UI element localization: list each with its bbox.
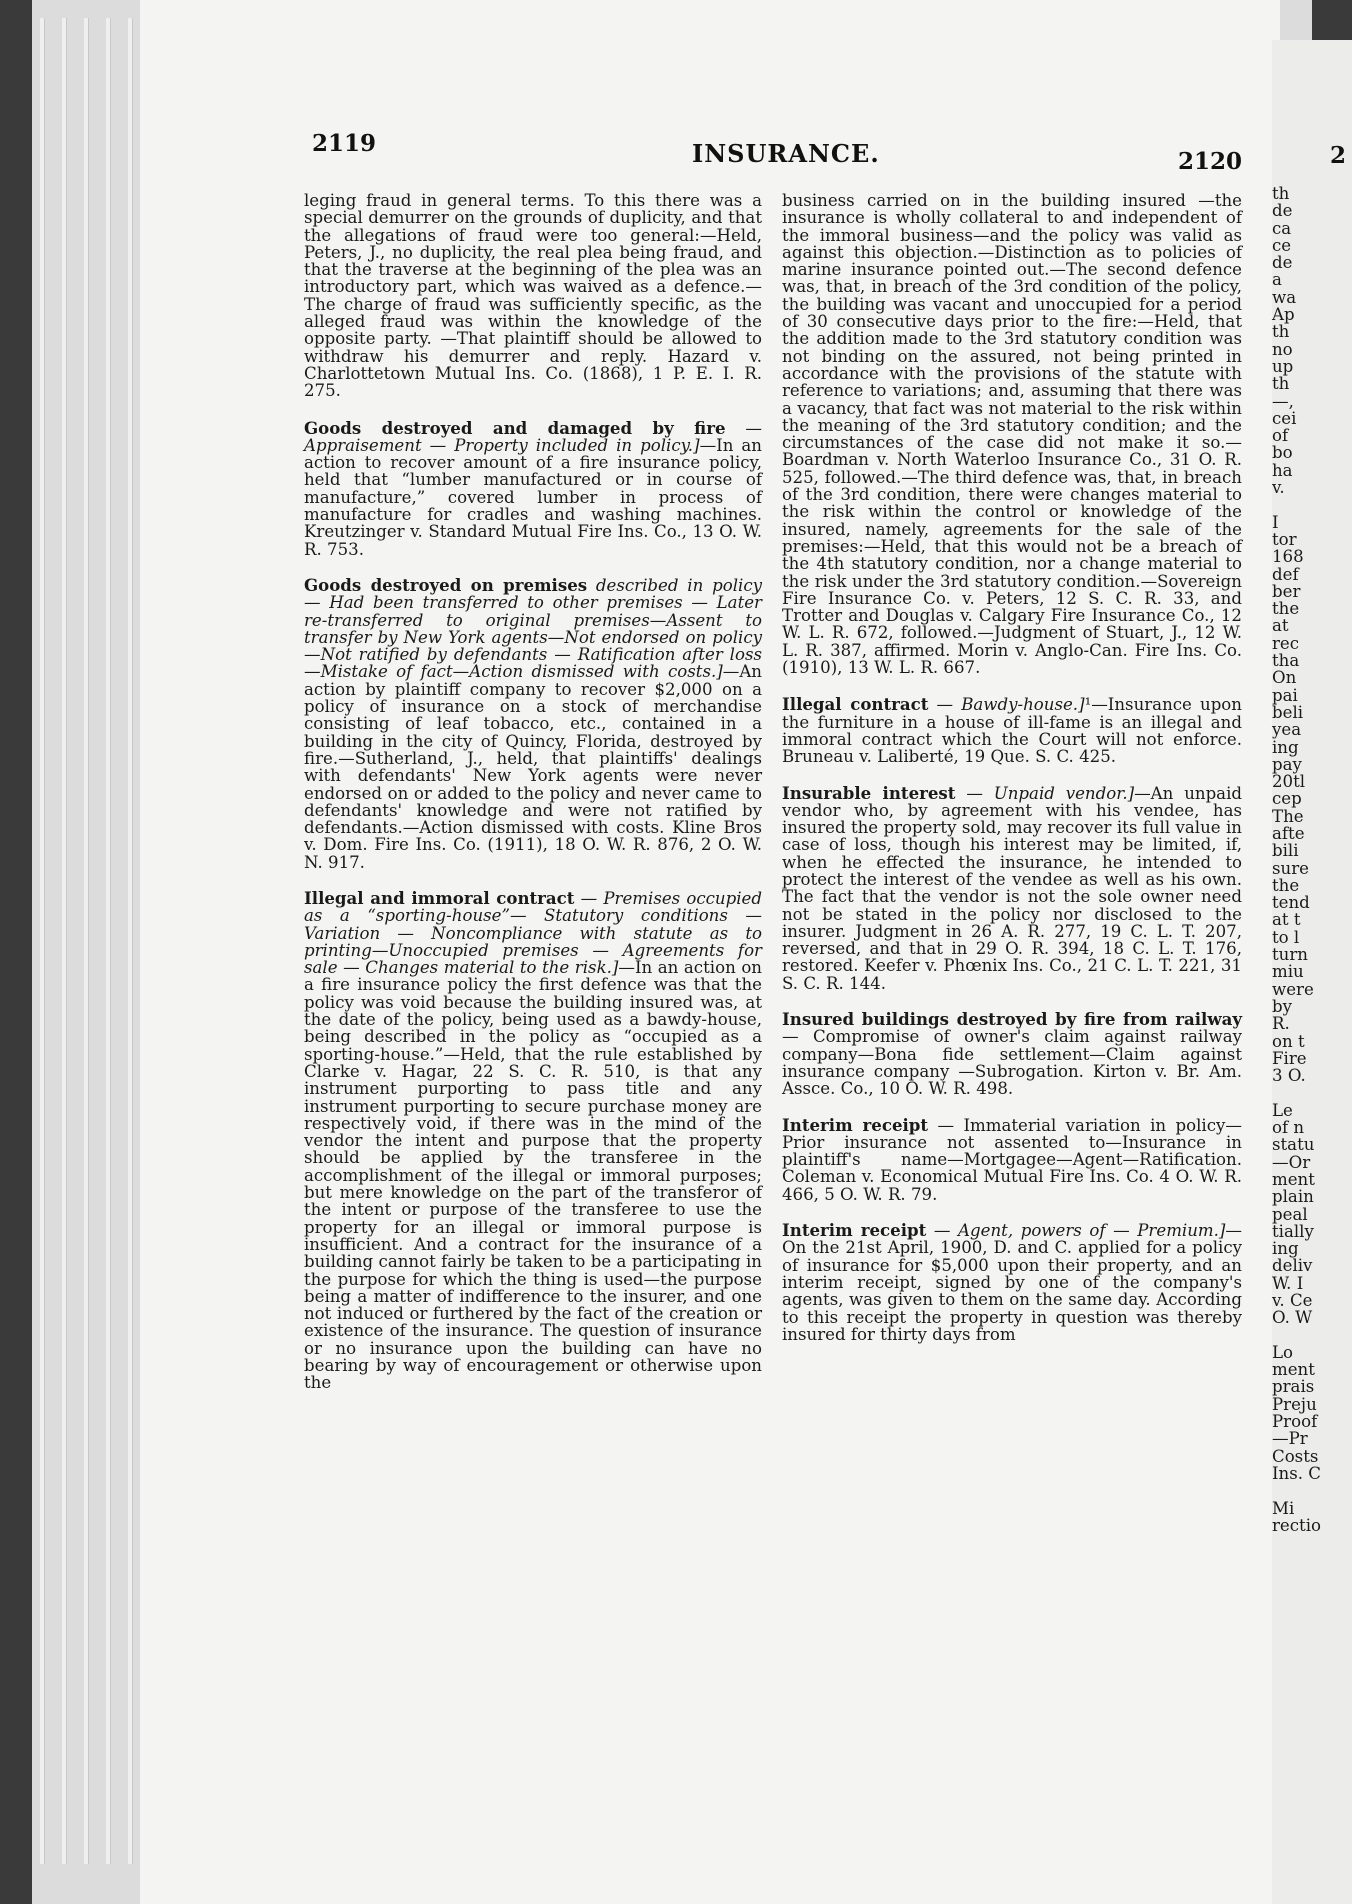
entry: Interim receipt — Immaterial variation in policy—Prior insurance not assented to—Insurance in plaintiff's name—Mortgagee—Agent—Ratification. Coleman v. Economical Mutual Fire Ins. Co. 4 O. W. R. 466, 5 O. W. R. 79.: [782, 1114, 1242, 1204]
right-page-number: 2120: [1177, 148, 1242, 175]
fragment-line: Ins. C: [1272, 1463, 1322, 1483]
fragment-line: of: [1272, 426, 1289, 446]
fragment-line: bili: [1272, 841, 1299, 861]
page-edge: [62, 18, 67, 1864]
entry: leging fraud in general terms. To this there was a special demurrer on the grounds of duplicity, and that the allegations of fraud were too general:—Held, Peters, J., no duplicity, the real plea being fraud, and that the traverse at the beginning of the plea was an introductory part, which was waived as a defence.—The charge of fraud was sufficiently specific, as the alleged fraud was within the knowledge of the opposite party. —That plaintiff should be allowed to withdraw his demurrer and reply. Hazard v. Charlottetown Mutual Ins. Co. (1868), 1 P. E. I. R. 275.: [304, 191, 762, 401]
entry-subheading: — Unpaid vendor.]: [966, 783, 1135, 803]
fragment-line: cep: [1272, 789, 1302, 809]
fragment-line: W. I: [1272, 1273, 1304, 1293]
fragment-line: O. W: [1272, 1308, 1313, 1328]
entry-heading: Insured buildings destroyed by fire from railway: [782, 1009, 1242, 1030]
fragment-line: On: [1272, 668, 1297, 688]
middle-column: [782, 192, 1242, 1362]
fragment-line: Ap: [1272, 305, 1295, 325]
fragment-line: tha: [1272, 651, 1300, 671]
fragment-line: [1272, 496, 1352, 513]
fragment-line: bo: [1272, 443, 1293, 463]
fragment-line: beli: [1272, 702, 1304, 722]
entry: Insured buildings destroyed by fire from railway — Compromise of owner's claim against railway company—Bona fide settlement—Claim against insurance company —Subrogation. Kirton v. Br. Am. Assce. Co., 10 O. W. R. 498.: [782, 1009, 1242, 1099]
fragment-line: de: [1272, 201, 1293, 221]
fragment-line: pai: [1272, 685, 1298, 705]
next-page-column-fragment: [1272, 185, 1352, 1534]
fragment-line: the: [1272, 599, 1300, 619]
fragment-line: at: [1272, 616, 1289, 636]
fragment-line: were: [1272, 979, 1314, 999]
fragment-line: statu: [1272, 1135, 1315, 1155]
fragment-line: peal: [1272, 1204, 1308, 1224]
entry-subheading: — Bawdy-house.]: [936, 695, 1085, 715]
fragment-line: plain: [1272, 1187, 1314, 1207]
fragment-line: rectio: [1272, 1515, 1322, 1535]
entry-subheading: described in policy — Had been transferred to other premises — Later re-transferred to original premises—Assent to transfer by New York agents—Not endorsed on policy —Not ratified by defendants — Ratification after loss—Mistake of fact—Action dismissed with costs.]: [304, 575, 762, 682]
entry-subheading: — Agent, powers of — Premium.]: [933, 1221, 1226, 1241]
fragment-line: —Pr: [1272, 1429, 1308, 1449]
fragment-line: —,: [1272, 391, 1294, 411]
fragment-line: ber: [1272, 581, 1301, 601]
entry: Insurable interest — Unpaid vendor.]—An unpaid vendor who, by agreement with his vendee, has insured the property sold, may recover its full value in case of loss, though his interest may be limited, if, when he effected the insurance, he intended to protect the interest of the vendee as well as his own. The fact that the vendor is not the sole owner need not be stated in the policy nor disclosed to the insurer. Judgment in 26 A. R. 277, 19 C. L. T. 207, reversed, and that in 29 O. R. 394, 18 C. L. T. 176, restored. Keefer v. Phœnix Ins. Co., 21 C. L. T. 221, 31 S. C. R. 144.: [782, 782, 1243, 993]
fragment-line: de: [1272, 253, 1293, 273]
fragment-line: by: [1272, 996, 1292, 1016]
entry-heading: Interim receipt: [782, 1114, 929, 1135]
fragment-line: at t: [1272, 910, 1301, 930]
fragment-line: —Or: [1272, 1152, 1311, 1172]
fragment-line: [1272, 1327, 1352, 1344]
page-edge: [84, 18, 89, 1864]
fragment-line: rec: [1272, 633, 1300, 653]
entry-heading: Illegal and immoral contract: [304, 887, 575, 908]
fragment-line: on t: [1272, 1031, 1305, 1051]
fragment-line: ing: [1272, 1239, 1299, 1259]
page-edge: [128, 18, 133, 1864]
fragment-line: to l: [1272, 927, 1300, 947]
page-edge: [106, 18, 111, 1864]
fragment-line: ing: [1272, 737, 1299, 757]
fragment-line: def: [1272, 564, 1299, 584]
entry-heading: Insurable interest: [782, 782, 956, 803]
fragment-line: v.: [1272, 478, 1285, 498]
entry-heading: Goods destroyed and damaged by fire: [304, 417, 726, 438]
fragment-line: Fire: [1272, 1048, 1307, 1068]
fragment-line: up: [1272, 356, 1294, 376]
fragment-line: 168: [1272, 547, 1304, 567]
fragment-line: tor: [1272, 529, 1297, 549]
fragment-line: th: [1272, 322, 1290, 342]
fragment-line: Costs: [1272, 1446, 1319, 1466]
fragment-line: ha: [1272, 460, 1293, 480]
fragment-line: Preju: [1272, 1394, 1317, 1414]
fragment-line: The: [1272, 806, 1304, 826]
fragment-line: v. Ce: [1272, 1291, 1313, 1310]
fragment-line: th: [1272, 184, 1290, 203]
fragment-line: [1272, 1084, 1352, 1101]
fragment-line: I: [1272, 512, 1279, 532]
fragment-line: 3 O.: [1272, 1066, 1306, 1086]
fragment-line: sure: [1272, 858, 1309, 878]
fragment-line: no: [1272, 339, 1293, 359]
fragment-line: ment: [1272, 1169, 1315, 1189]
fragment-line: wa: [1272, 287, 1297, 307]
fragment-line: turn: [1272, 945, 1308, 965]
entry-heading: Goods destroyed on premises: [304, 574, 588, 595]
entry: business carried on in the building insured —the insurance is wholly collateral to and independent of the immoral business—and the policy was valid as against this objection.—Distinction as to policies of marine insurance pointed out.—The second defence was, that, in breach of the 3rd condition of the policy, the building was vacant and unoccupied for a period of 30 consecutive days prior to the fire:—Held, that the addition made to the 3rd statutory condition was not binding on the assured, not being printed in accordance with the provisions of the statute with reference to variations; and, assuming that there was a vacancy, that fact was not material to the risk within the meaning of the 3rd statutory condition; and the circumstances of the case did not make it so.—Boardman v. North Waterloo Insurance Co., 31 O. R. 525, followed.—The third defence was, that, in breach of the 3rd condition, there were changes material to the risk within the control or knowledge of the insured, namely, agreements for the sale of the premises:—Held, that this would not be a breach of the 4th statutory condition, nor a change material to the risk under the 3rd statutory condition.—Sovereign Fire Insurance Co. v. Peters, 12 S. C. R. 33, and Trotter and Douglas v. Calgary Fire Insurance Co., 12 W. L. R. 672, followed.—Judgment of Stuart, J., 12 W. L. R. 387, affirmed. Morin v. Anglo-Can. Fire Ins. Co. (1910), 13 W. L. R. 667.: [782, 191, 1242, 678]
fragment-line: Proof: [1272, 1412, 1318, 1432]
entry-subheading: — Appraisement — Property included in policy.]: [304, 418, 762, 455]
fragment-line: ce: [1272, 235, 1292, 255]
fragment-line: a: [1272, 270, 1282, 290]
entry-heading: Interim receipt: [782, 1220, 927, 1241]
entry: Goods destroyed and damaged by fire — Appraisement — Property included in policy.]—In an action to recover amount of a fire insurance policy, held that “lumber manufactured or in course of manufacture,” covered lumber in process of manufacture for cradles and washing machines. Kreutzinger v. Standard Mutual Fire Ins. Co., 13 O. W. R. 753.: [304, 417, 762, 559]
fragment-line: 20tl: [1272, 772, 1306, 792]
fragment-line: the: [1272, 875, 1300, 895]
left-column: [304, 192, 762, 1411]
fragment-line: ca: [1272, 218, 1292, 238]
fragment-line: R.: [1272, 1014, 1290, 1034]
fragment-line: afte: [1272, 823, 1305, 843]
entry: Illegal and immoral contract — Premises occupied as a “sporting-house”— Statutory conditions — Variation — Noncompliance with statute as to printing—Unoccupied premises — Agreements for sale — Changes material to the risk.]—In an action on a fire insurance policy the first defence was that the policy was void because the building insured was, at the date of the policy, being used as a bawdy-house, being described in the policy as “occupied as a sporting-house.”—Held, that the rule established by Clarke v. Hagar, 22 S. C. R. 510, is that any instrument purporting to pass title and any instrument purporting to secure purchase money are respectively void, if there was in the mind of the vendor the intent and purpose that the property should be applied by the transferee in the accomplishment of the illegal or immoral purposes; but mere knowledge on the part of the transferor of the intent or purpose of the transferee to use the property for an illegal or immoral purpose is insufficient. And a contract for the insurance of a building cannot fairly be taken to be a participating in the purpose for which the thing is used—the purpose being a matter of indifference to the insurer, and one not induced or furthered by the fact of the creation or existence of the insurance. The question of insurance or no insurance upon the building can have no bearing by way of encouragement or otherwise upon the: [304, 887, 762, 1393]
fragment-line: miu: [1272, 962, 1304, 982]
fragment-line: pay: [1272, 754, 1302, 774]
fragment-line: Mi: [1272, 1498, 1295, 1518]
fragment-line: deliv: [1272, 1256, 1313, 1276]
fragment-line: cei: [1272, 408, 1297, 428]
fragment-line: prais: [1272, 1377, 1315, 1397]
fragment-line: yea: [1272, 720, 1302, 740]
left-page-number: 2119: [312, 130, 377, 157]
fragment-line: Lo: [1272, 1342, 1294, 1362]
fragment-line: ment: [1272, 1360, 1315, 1380]
entry: Interim receipt — Agent, powers of — Premium.]—On the 21st April, 1900, D. and C. applied for a policy of insurance for $5,000 upon their property, and an interim receipt, signed by one of the company's agents, was given to them on the same day. According to this receipt the property in question was thereby insured for thirty days from: [782, 1220, 1242, 1344]
fragment-line: tend: [1272, 893, 1310, 913]
page-header: [312, 122, 1242, 182]
entry-subheading: — Premises occupied as a “sporting-house”— Statutory conditions — Variation — Noncompliance with statute as to printing—Unoccupied premises — Agreements for sale — Changes material to the risk.]: [304, 888, 762, 978]
page-edge: [40, 18, 45, 1864]
fragment-line: th: [1272, 374, 1290, 394]
entry: Illegal contract — Bawdy-house.]¹—Insurance upon the furniture in a house of ill-fame is an illegal and immoral contract which the Court will not enforce. Bruneau v. Laliberté, 19 Que. S. C. 425.: [782, 694, 1242, 767]
entry: Goods destroyed on premises described in policy — Had been transferred to other premises — Later re-transferred to original premises—Assent to transfer by New York agents—Not endorsed on policy —Not ratified by defendants — Ratification after loss—Mistake of fact—Action dismissed with costs.]—An action by plaintiff company to recover $2,000 on a policy of insurance on a stock of merchandise consisting of leaf tobacco, etc., contained in a building in the city of Quincy, Florida, destroyed by fire.—Sutherland, J., held, that plaintiffs' dealings with defendants' New York agents were never endorsed on or added to the policy and never came to defendants' knowledge and were not ratified by defendants.—Action dismissed with costs. Kline Bros v. Dom. Fire Ins. Co. (1911), 18 O. W. R. 876, 2 O. W. N. 917.: [304, 574, 762, 872]
fragment-line: Le: [1272, 1100, 1293, 1120]
entry-heading: Illegal contract: [782, 694, 929, 715]
fragment-line: tially: [1272, 1221, 1314, 1241]
fragment-line: of n: [1272, 1118, 1305, 1138]
page-title: INSURANCE.: [692, 139, 880, 168]
next-page-number-fragment: 2: [1330, 142, 1347, 169]
fragment-line: [1272, 1482, 1352, 1499]
